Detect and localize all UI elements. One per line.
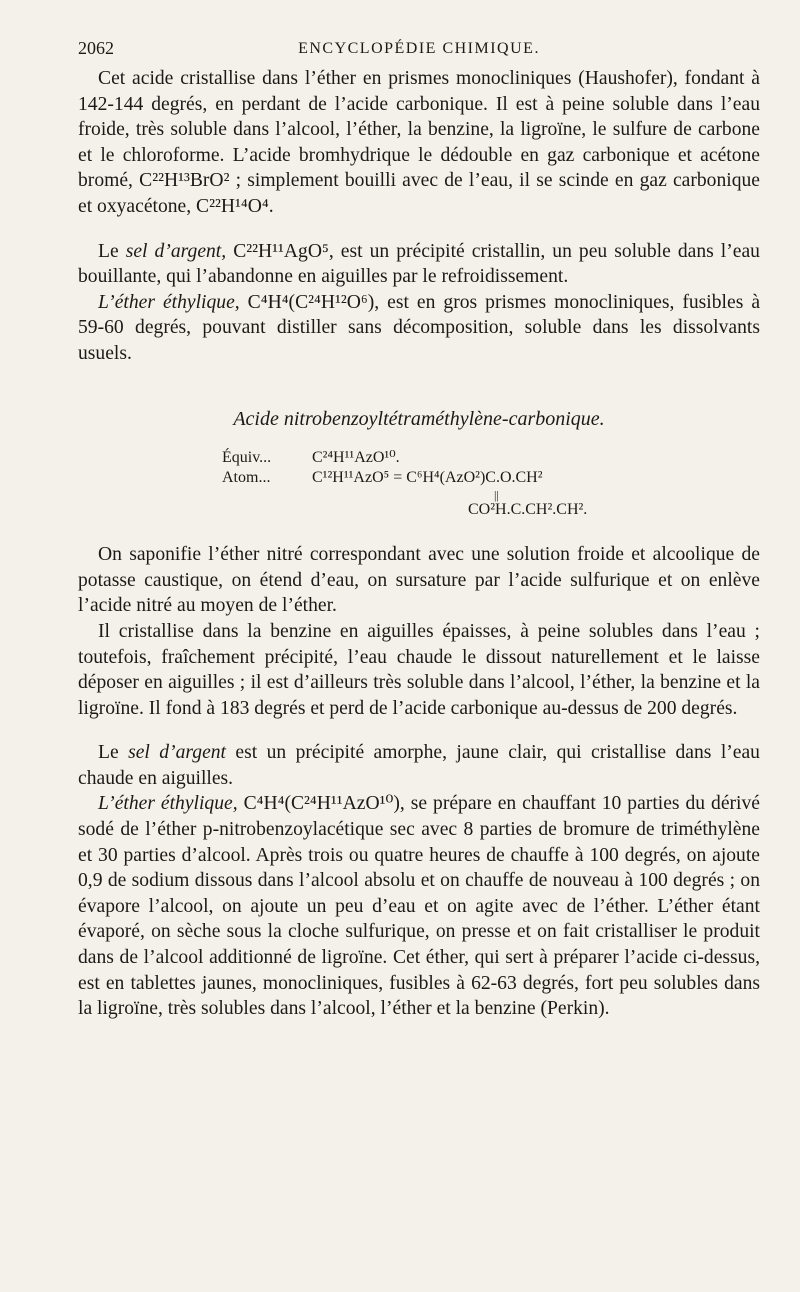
formula-branch-row [78,488,760,520]
formula-equiv-value: C²⁴H¹¹AzO¹⁰. [312,449,400,467]
page-number: 2062 [78,38,114,58]
paragraph-text: C²²H¹¹AgO⁵, est un précipité cristallin, un peu soluble dans l’eau bouillante, qui l’abandonne en aiguilles par le refroidissement. [78,240,760,288]
paragraph-saponification: On saponifie l’éther nitré correspondant avec une solution froide et alcoolique de potasse caustique, on étend d’eau, on sursature par l’acide sulfurique et on enlève l’acide nitré au moyen de l’éther. [78,544,760,617]
formula-equiv-label: Équiv... [222,449,272,467]
formula-atom-label: Atom... [222,469,271,487]
paragraph-ethyl-ether [78,290,760,367]
formula-branch-value: CO²H.C.CH².CH². [468,501,588,519]
page-header [78,38,760,64]
paragraph-silver-salt-2 [78,740,760,791]
paragraph-text: C⁴H⁴(C²⁴H¹²O⁶), est en gros prismes monocliniques, fusibles à 59-60 degrés, pouvant distiller sans décomposition, soluble dans les dissolvants usuels. [78,291,761,364]
term-ether-ethylique: L’éther éthylique, [98,291,240,313]
term-sel-argent: sel d’argent, [125,240,227,262]
page-body [78,66,760,1022]
paragraph-text: C⁴H⁴(C²⁴H¹¹AzO¹⁰), se prépare en chauffant 10 parties du dérivé sodé de l’éther p-nitrobenzoylacétique sec avec 8 parties de bromure de triméthylène et 30 parties d’alcool. Après trois ou quatre heures de chauffe à 100 degrés, on ajoute 0,9 de sodium dissous dans l’alcool absolu et on chauffe de nouveau à 100 degrés ; on évapore l’alcool, on ajoute un peu d’eau et on agite avec de l’éther. L’éther étant évaporé, on sèche sous la cloche sulfurique, on presse et on fait cristalliser le produit dans de l’alcool additionné de ligroïne. Cet éther, qui sert à préparer l’acide ci-dessus, est en tablettes jaunes, monocliniques, fusibles à 62-63 degrés, fort peu solubles dans la ligroïne, très solubles dans l’alcool, l’éther et la benzine (Perkin). [78,793,760,1020]
formula-atom-value: C¹²H¹¹AzO⁵ = C⁶H⁴(AzO²)C.O.CH² [312,469,543,487]
paragraph-ethyl-ether-2 [78,791,760,1021]
formula-atom-row [78,468,760,488]
term-ether-ethylique: L’éther éthylique, [98,793,238,815]
paragraph-lead: Le [98,742,129,764]
formula-double-bond: || [494,488,499,503]
section-heading: Acide nitrobenzoyltétraméthylène-carbonique. [233,407,605,430]
paragraph-crystallisation: Il cristallise dans la benzine en aiguilles épaisses, à peine solubles dans l’eau ; toutefois, fraîchement précipité, l’eau chaude le dissout naturellement et le laisse déposer en aiguilles ; il est d’ailleurs très soluble dans l’alcool, l’éther, la benzine et la ligroïne. Il fond à 183 degrés et perd de l’acide carbonique au-dessus de 200 degrés. [78,620,760,719]
formula-block [78,448,760,520]
term-sel-argent: sel d’argent [128,742,227,764]
paragraph-silver-salt [78,239,760,290]
paragraph-solubility: Cet acide cristallise dans l’éther en prismes monocliniques (Haushofer), fondant à 142-144 degrés, en perdant de l’acide carbonique. Il est à peine soluble dans l’eau froide, très soluble dans l’alcool, l’éther, la benzine, la ligroïne, le sulfure de carbone et le chloroforme. L’acide bromhydrique le dédouble en gaz carbonique et acétone bromé, C²²H¹³BrO² ; simplement bouilli avec de l’eau, il se scinde en gaz carbonique et oxyacétone, C²²H¹⁴O⁴. [78,68,760,217]
running-title: ENCYCLOPÉDIE CHIMIQUE. [298,40,540,57]
formula-equiv-row [78,448,760,468]
paragraph-lead: Le [98,240,126,262]
paragraph-text: est un précipité amorphe, jaune clair, qui cristallise dans l’eau chaude en aiguilles. [78,742,760,789]
